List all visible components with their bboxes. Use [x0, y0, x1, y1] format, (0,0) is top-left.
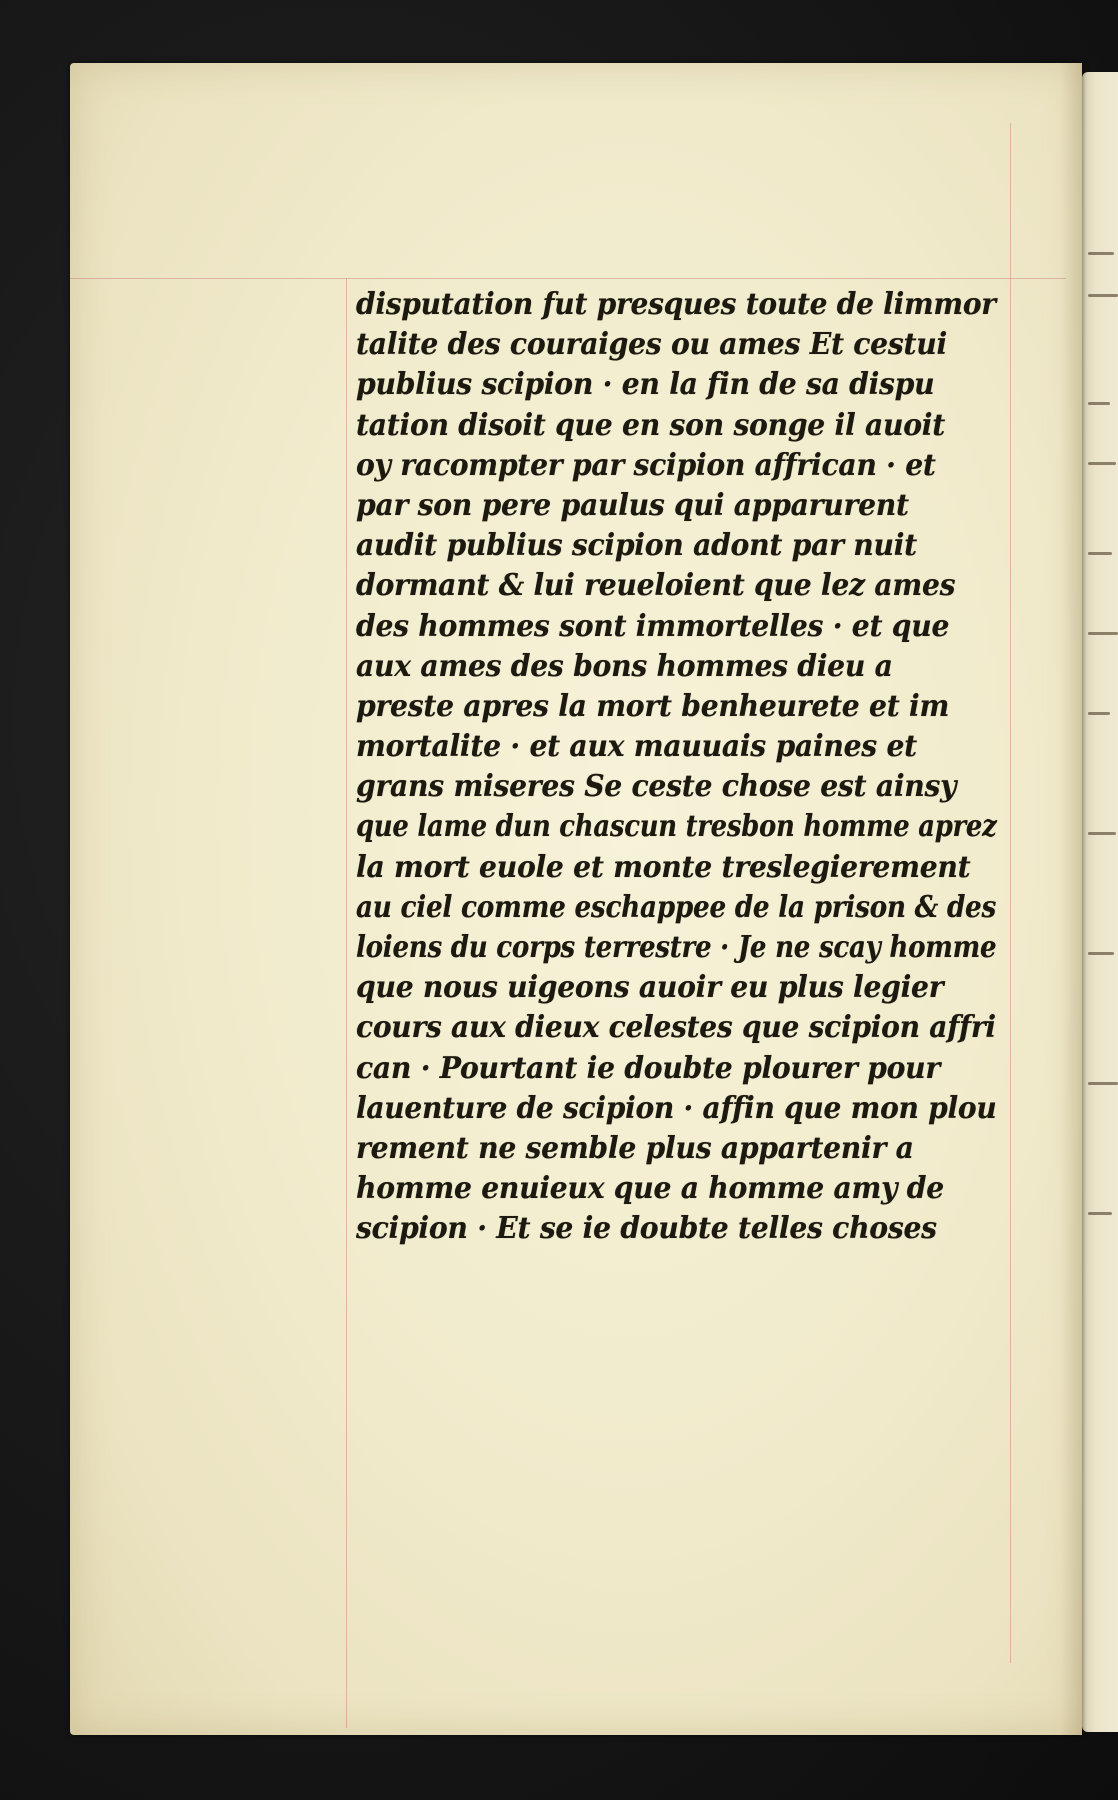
text-line: grans miseres Se ceste chose est ainsy — [356, 769, 957, 805]
text-line: publius scipion · en la fin de sa dispu — [356, 367, 935, 403]
text-line: homme enuieux que a homme amy de — [356, 1171, 944, 1207]
left-margin-ruling — [346, 278, 347, 1728]
text-line: par son pere paulus qui apparurent — [356, 487, 909, 523]
facing-page-edge — [1082, 72, 1118, 1732]
text-line: cours aux dieux celestes que scipion affri — [356, 1010, 996, 1046]
facing-text-fragment — [1088, 952, 1114, 955]
facing-text-fragment — [1088, 462, 1116, 465]
text-line: aux ames des bons hommes dieu a — [356, 648, 893, 684]
text-line: scipion · Et se ie doubte telles choses — [356, 1211, 937, 1247]
text-line: au ciel comme eschappee de la prison & des — [356, 889, 997, 925]
facing-text-fragment — [1088, 252, 1114, 255]
text-line: que nous uigeons auoir eu plus legier — [356, 970, 944, 1006]
text-line: audit publius scipion adont par nuit — [356, 528, 917, 564]
facing-text-fragment — [1088, 294, 1118, 297]
text-line: loiens du corps terrestre · Je ne scay homme — [356, 930, 997, 965]
facing-text-fragment — [1088, 1212, 1112, 1215]
text-line: la mort euole et monte treslegierement — [356, 849, 971, 885]
text-line: oy racompter par scipion affrican · et — [356, 447, 936, 483]
text-column — [356, 285, 1036, 1250]
text-line: lauenture de scipion · affin que mon plou — [356, 1090, 997, 1126]
facing-text-fragment — [1088, 402, 1110, 405]
text-line: can · Pourtant ie doubte plourer pour — [356, 1050, 940, 1086]
text-line: tation disoit que en son songe il auoit — [356, 407, 945, 443]
facing-text-fragment — [1088, 712, 1110, 715]
text-line: mortalite · et aux mauuais paines et — [356, 729, 917, 765]
page-gutter-shadow — [1060, 63, 1082, 1735]
text-line: preste apres la mort benheurete et im — [356, 688, 950, 724]
top-ruling-line — [70, 278, 1066, 279]
text-line: rement ne semble plus appartenir a — [356, 1130, 914, 1166]
facing-text-fragment — [1088, 552, 1112, 555]
text-line: disputation fut presques toute de limmor — [356, 287, 996, 322]
text-line: que lame dun chascun tresbon homme aprez — [356, 809, 997, 845]
text-line: dormant & lui reueloient que lez ames — [356, 568, 956, 604]
text-line: talite des couraiges ou ames Et cestui — [356, 327, 947, 363]
facing-text-fragment — [1088, 832, 1116, 835]
text-line: des hommes sont immortelles · et que — [356, 608, 950, 644]
facing-text-fragment — [1088, 1082, 1118, 1085]
manuscript-page — [70, 63, 1082, 1735]
facing-text-fragment — [1088, 632, 1118, 635]
